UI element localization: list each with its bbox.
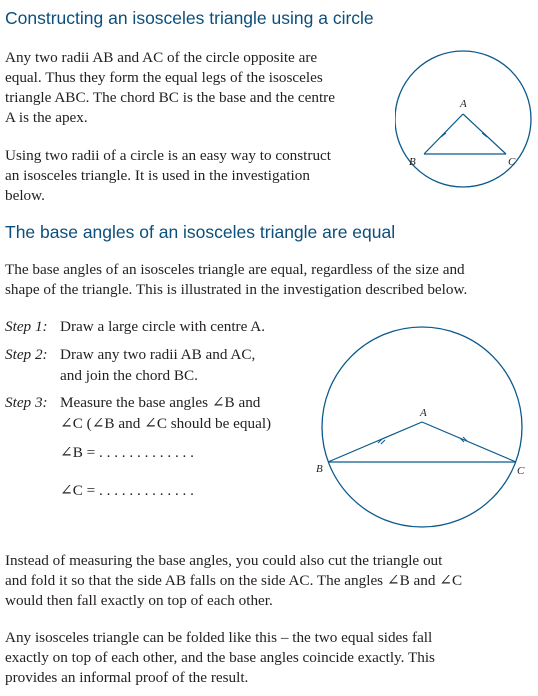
text-line: The base angles of an isosceles triangle are equal, regardless of the size and [5, 261, 465, 278]
text-line: an isosceles triangle. It is used in the investigation [5, 167, 310, 184]
text-line: A is the apex. [5, 109, 88, 126]
text-line: Instead of measuring the base angles, you could also cut the triangle out [5, 552, 443, 569]
step-text: and join the chord BC. [60, 367, 198, 384]
text-line: Any two radii AB and AC of the circle opposite are [5, 49, 318, 66]
text-line: provides an informal proof of the result. [5, 669, 249, 686]
label-b: B [316, 463, 323, 475]
label-a: A [420, 407, 427, 419]
angle-c-blank: ∠C = . . . . . . . . . . . . . [60, 482, 194, 499]
paragraph [5, 260, 467, 300]
circle-triangle-diagram [395, 42, 535, 212]
text-line: shape of the triangle. This is illustrated in the investigation described below. [5, 281, 468, 298]
text-line: below. [5, 187, 45, 204]
radius-ab [424, 114, 463, 154]
label-c: C [508, 156, 516, 168]
text-line: would then fall exactly on top of each other. [5, 592, 273, 609]
label-a: A [460, 98, 467, 110]
circle-triangle-diagram [310, 314, 530, 544]
section-heading: Constructing an isosceles triangle using a circle [5, 8, 374, 28]
circle [322, 327, 522, 527]
text-line: triangle ABC. The chord BC is the base and the centre [5, 89, 335, 106]
text-line: and fold it so that the side AB falls on the side AC. The angles ∠B and ∠C [5, 572, 463, 589]
step-label: Step 1: [5, 318, 48, 335]
text-line: exactly on top of each other, and the base angles coincide exactly. This [5, 649, 435, 666]
radius-ac [422, 422, 516, 462]
label-b: B [409, 156, 416, 168]
radius-ac [463, 114, 506, 154]
text-line: Using two radii of a circle is an easy way to construct [5, 147, 332, 164]
radius-ab [328, 422, 422, 462]
step-text: ∠C (∠B and ∠C should be equal) [60, 415, 272, 432]
text-line: Any isosceles triangle can be folded like this – the two equal sides fall [5, 629, 433, 646]
section-heading: The base angles of an isosceles triangle are equal [5, 222, 396, 242]
label-c: C [517, 465, 525, 477]
step-text: Measure the base angles ∠B and [60, 394, 261, 411]
angle-b-blank: ∠B = . . . . . . . . . . . . . [60, 444, 194, 461]
paragraph [5, 48, 335, 128]
paragraph [5, 628, 435, 688]
paragraph [5, 146, 331, 206]
text-line: equal. Thus they form the equal legs of the isosceles [5, 69, 323, 86]
paragraph [5, 551, 462, 611]
step-text: Draw a large circle with centre A. [60, 318, 266, 335]
step-label: Step 2: [5, 346, 48, 363]
step-label: Step 3: [5, 394, 48, 411]
tick-mark [381, 440, 385, 444]
step-text: Draw any two radii AB and AC, [60, 346, 256, 363]
